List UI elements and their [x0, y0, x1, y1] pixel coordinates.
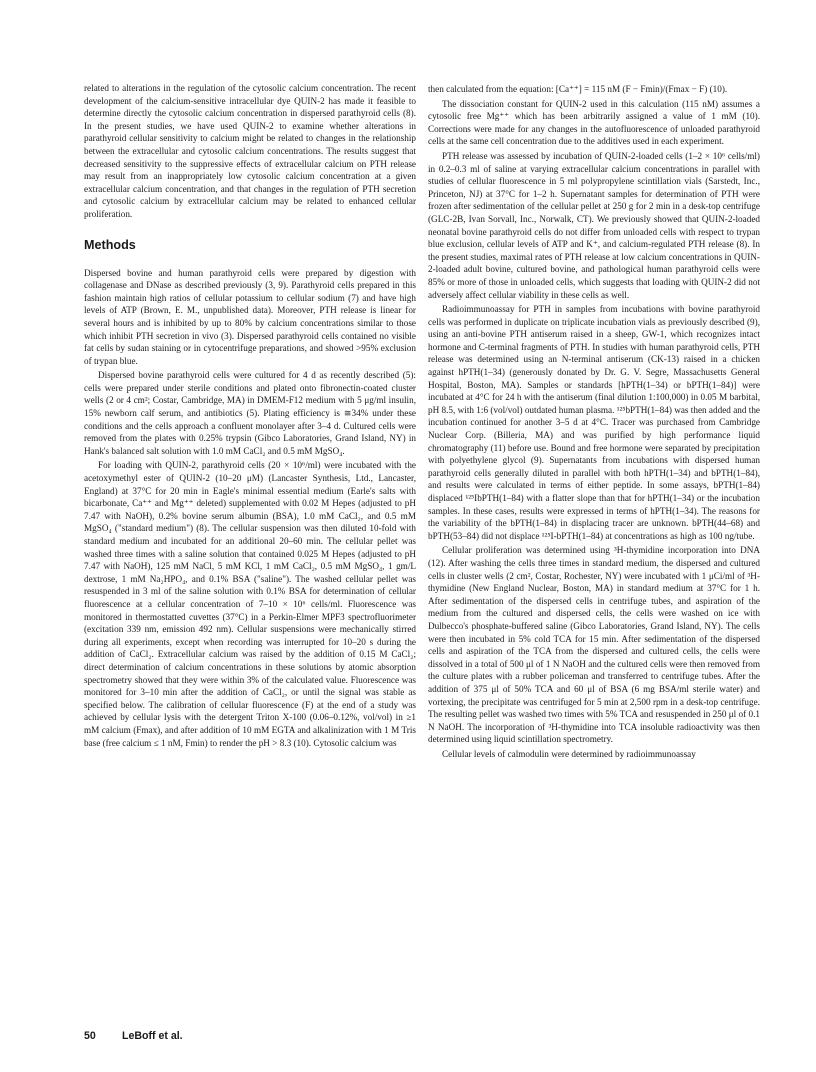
dissociation-constant-paragraph: The dissociation constant for QUIN-2 used in this calculation (115 nM) assumes a cytosolic free Mg⁺⁺ which has been arbitrarily assigned a value of 1 mM (10). Corrections were made for any changes in the autofluorescence of unloaded parathyroid cells at the same cell concentration due to the additives used in each experiment.: [428, 98, 760, 147]
running-authors: LeBoff et al.: [122, 1030, 183, 1042]
intro-paragraph: related to alterations in the regulation of the cytosolic calcium concentration. The recent development of the calcium-sensitive intracellular dye QUIN-2 has made it feasible to determine directly the cytosolic calcium concentration in dispersed parathyroid cells (8). In the present studies, we have used QUIN-2 to examine whether alterations in parathyroid cellular sensitivity to calcium might be related to changes in the relationship between the extracellular and cytosolic calcium concentrations. The results suggest that decreased sensitivity to the suppressive effects of extracellular calcium on PTH release may result from an inappropriately low cytosolic calcium concentration at a given extracellular calcium concentration, and that changes in the regulation of PTH secretion and cytosolic calcium by extracellular calcium may be related to enhanced cellular proliferation.: [84, 83, 416, 219]
quin2-loading-paragraph: For loading with QUIN-2, parathyroid cells (20 × 10⁶/ml) were incubated with the acetoxymethyl ester of QUIN-2 (10–20 μM) (Lancaster Synthesis, Ltd., Lancaster, England) at 37°C for 20 min in Eagle's minimal essential medium (Earle's salts with bicarbonate, Ca⁺⁺ and Mg⁺⁺ deleted) supplemented with 0.02 M Hepes (adjusted to pH 7.47 with NaOH), 0.2% bovine serum albumin (BSA), 1.0 mM CaCl₂, and 0.5 mM MgSO₄ ("standard medium") (8). The cellular suspension was then diluted 10-fold with standard medium and incubated for an additional 20–60 min. The cellular pellet was washed three times with a saline solution that contained 0.025 M Hepes (adjusted to pH 7.47 with NaOH), 125 mM NaCl, 5 mM KCl, 1 mM CaCl₂, 0.5 mM MgSO₄, 1 gm/L dextrose, 1 mM Na₂HPO₄, and 0.1% BSA ("saline"). The washed cellular pellet was resuspended in 3 ml of the saline solution with 0.1% BSA for determination of cellular fluorescence at a cellular concentration of 7–10 × 10⁶ cells/ml. Fluorescence was monitored in thermostatted cuvettes (37°C) in a Perkin-Elmer MPF3 spectrofluorimeter (excitation 339 nm, emission 492 nm). Cellular suspensions were mechanically stirred during all experiments, except when recording was interrupted for 10–20 s during the addition of CaCl₂. Extracellular calcium was raised by the addition of 0.15 M CaCl₂; direct determination of calcium concentrations in these solutions by atomic absorption spectrometry showed that they were within 3% of the calculated value. Fluorescence was monitored for 3–10 min after the addition of CaCl₂, or until the signal was stable as specified below. The calibration of cellular fluorescence (F) at the end of a study was achieved by cellular lysis with the detergent Triton X-100 (0.06–0.12%, vol/vol) in ≥1 mM calcium (Fmax), and after addition of 10 mM EGTA and alkalinization with 1 M Tris base (free calcium ≤ 1 nM, Fmin) to render the pH > 8.3 (10). Cytosolic calcium was: [84, 460, 416, 748]
cultured-cells-paragraph: Dispersed bovine parathyroid cells were cultured for 4 d as recently described (5): cells were prepared under sterile conditions and plated onto fibronectin-coated cluster wells (2 or 4 cm²; Costar, Cambridge, MA) in DMEM-F12 medium with 5 μg/ml insulin, 15% newborn calf serum, and antibiotics (5). Plating efficiency is ≅34% under these conditions and the cells approach a confluent monolayer after 3–4 d. Cultured cells were removed from the plates with 0.25% trypsin (Gibco Laboratories, Grand Island, NY) in Hank's balanced salt solution with 1.0 mM CaCl₂ and 0.5 mM MgSO₄.: [84, 370, 416, 456]
calmodulin-paragraph: Cellular levels of calmodulin were determined by radioimmunoassay: [442, 748, 696, 759]
proliferation-paragraph: Cellular proliferation was determined using ³H-thymidine incorporation into DNA (12). After washing the cells three times in standard medium, the dispersed and cultured cells in cluster wells (2 cm², Costar, Rochester, NY) were incubated with 1 μCi/ml of ³H-thymidine (New England Nuclear, Boston, MA) in standard medium at 37°C for 1 h. After sedimentation of the dispersed cells in centrifuge tubes, and aspiration of the medium from the cultured and dispersed cells, the cells were washed on ice with Dulbecco's phosphate-buffered saline (Gibco Laboratories, Grand Island, NY). The cells were then incubated in 5% cold TCA for 15 min. After sedimentation of the dispersed cells and aspiration of the TCA from the dispersed and cultured cells, the cells were dissolved in a total of 500 μl of 1 N NaOH and the cultured cells were then removed from the culture plates with a rubber policeman and transferred to centrifuge tubes. After the addition of 375 μl of 50% TCA and 60 μl of BSA (6 mg BSA/ml sterile water) and vortexing, the precipitate was centrifuged for 5 min at 2,500 rpm in a desk-top centrifuge. The resulting pellet was washed two times with 5% TCA and resuspended in 250 μl of 0.1 N NaOH. The incorporation of ³H-thymidine into TCA insoluble radioactivity was then determined using liquid scintillation spectrometry.: [428, 545, 760, 745]
page-number: 50: [84, 1030, 96, 1042]
pth-release-paragraph: PTH release was assessed by incubation of QUIN-2-loaded cells (1–2 × 10⁶ cells/ml) in 0.2–0.3 ml of saline at varying extracellular calcium concentrations in parallel with studies of cellular fluorescence in 5 ml polypropylene scintillation vials (Sarstedt, Inc., Princeton, NJ) at 37°C for 1–2 h. Supernatant samples for determination of PTH were frozen after sedimentation of the cellular pellet at 250 g for 2 min in a desk-top centrifuge (GLC-2B, Ivan Sorvall, Inc., Norwalk, CT). We previously showed that QUIN-2-loaded neonatal bovine parathyroid cells do not differ from unloaded cells with respect to trypan blue exclusion, cellular levels of ATP and K⁺, and calcium-regulated PTH release (8). In the present studies, maximal rates of PTH release at low calcium concentrations in QUIN-2-loaded adult bovine, cultured bovine, and pathological human parathyroid cells were 85% or more of those in unloaded cells, which suggests that loading with QUIN-2 did not adversely affect cellular viability in these cells as well.: [428, 150, 760, 300]
radioimmunoassay-paragraph: Radioimmunoassay for PTH in samples from incubations with bovine parathyroid cells was performed in duplicate on triplicate incubation vials as previously described (9), using an anti-bovine PTH antiserum raised in a sheep, GW-1, which recognizes intact hormone and C-terminal fragments of PTH. In studies with human parathyroid cells, PTH release was determined using an N-terminal antiserum (CK-13) raised in a chicken against hPTH(1–34) (generously donated by Dr. G. V. Segre, Massachusetts General Hospital, Boston, MA). Samples or standards [hPTH(1–34) or bPTH(1–84)] were incubated at 4°C for 24 h with the antiserum (final dilution 1:100,000) in 0.05 M barbital, pH 8.5, with 1:6 (vol/vol) outdated human plasma. ¹²⁵bPTH(1–84) was then added and the incubation continued for another 3–5 d at 4°C. Tracer was purchased from Cambridge Nuclear Corp. (Billeria, MA) and was purified by high performance liquid chromatography (11) before use. Bound and free hormone were separated by precipitation with polyethylene glycol (9). Supernatants from incubations with dispersed human parathyroid cells generally diluted in parallel with both hPTH(1–34) and bPTH(1–84), and results were calculated in terms of either peptide. In some assays, bPTH(1–84) displaced ¹²⁵IbPTH(1–84) with a flatter slope than that for hPTH(1–34) or the incubation samples. In these cases, results were expressed in terms of hPTH(1–34). The reasons for the variability of the bPTH(1–84) in displacing tracer are unknown. bPTH(44–68) and bPTH(53–84) did not displace ¹²⁵I-bPTH(1–84) at concentrations as high as 100 ng/tube.: [428, 304, 760, 541]
right-column: [428, 83, 760, 760]
left-column: [84, 82, 416, 749]
equation-paragraph: then calculated from the equation: [Ca⁺⁺] = 115 nM (F − Fmin)/(Fmax − F) (10).: [428, 84, 728, 94]
page-footer: [84, 1030, 183, 1042]
dispersed-cells-paragraph: Dispersed bovine and human parathyroid cells were prepared by digestion with collagenase and DNase as described previously (3, 9). Parathyroid cells prepared in this fashion maintain high ratios of cellular potassium to cellular sodium (7) and have high levels of ATP (Brown, E. M., unpublished data). Moreover, PTH release is linear for several hours and is inhibited by up to 80% by calcium concentrations similar to those which inhibit PTH secretion in vivo (3). Dispersed parathyroid cells contained no visible fat cells by sudan staining or in cytocentrifuge preparations, and showed >95% exclusion of trypan blue.: [84, 267, 416, 366]
methods-heading: Methods: [84, 237, 136, 252]
